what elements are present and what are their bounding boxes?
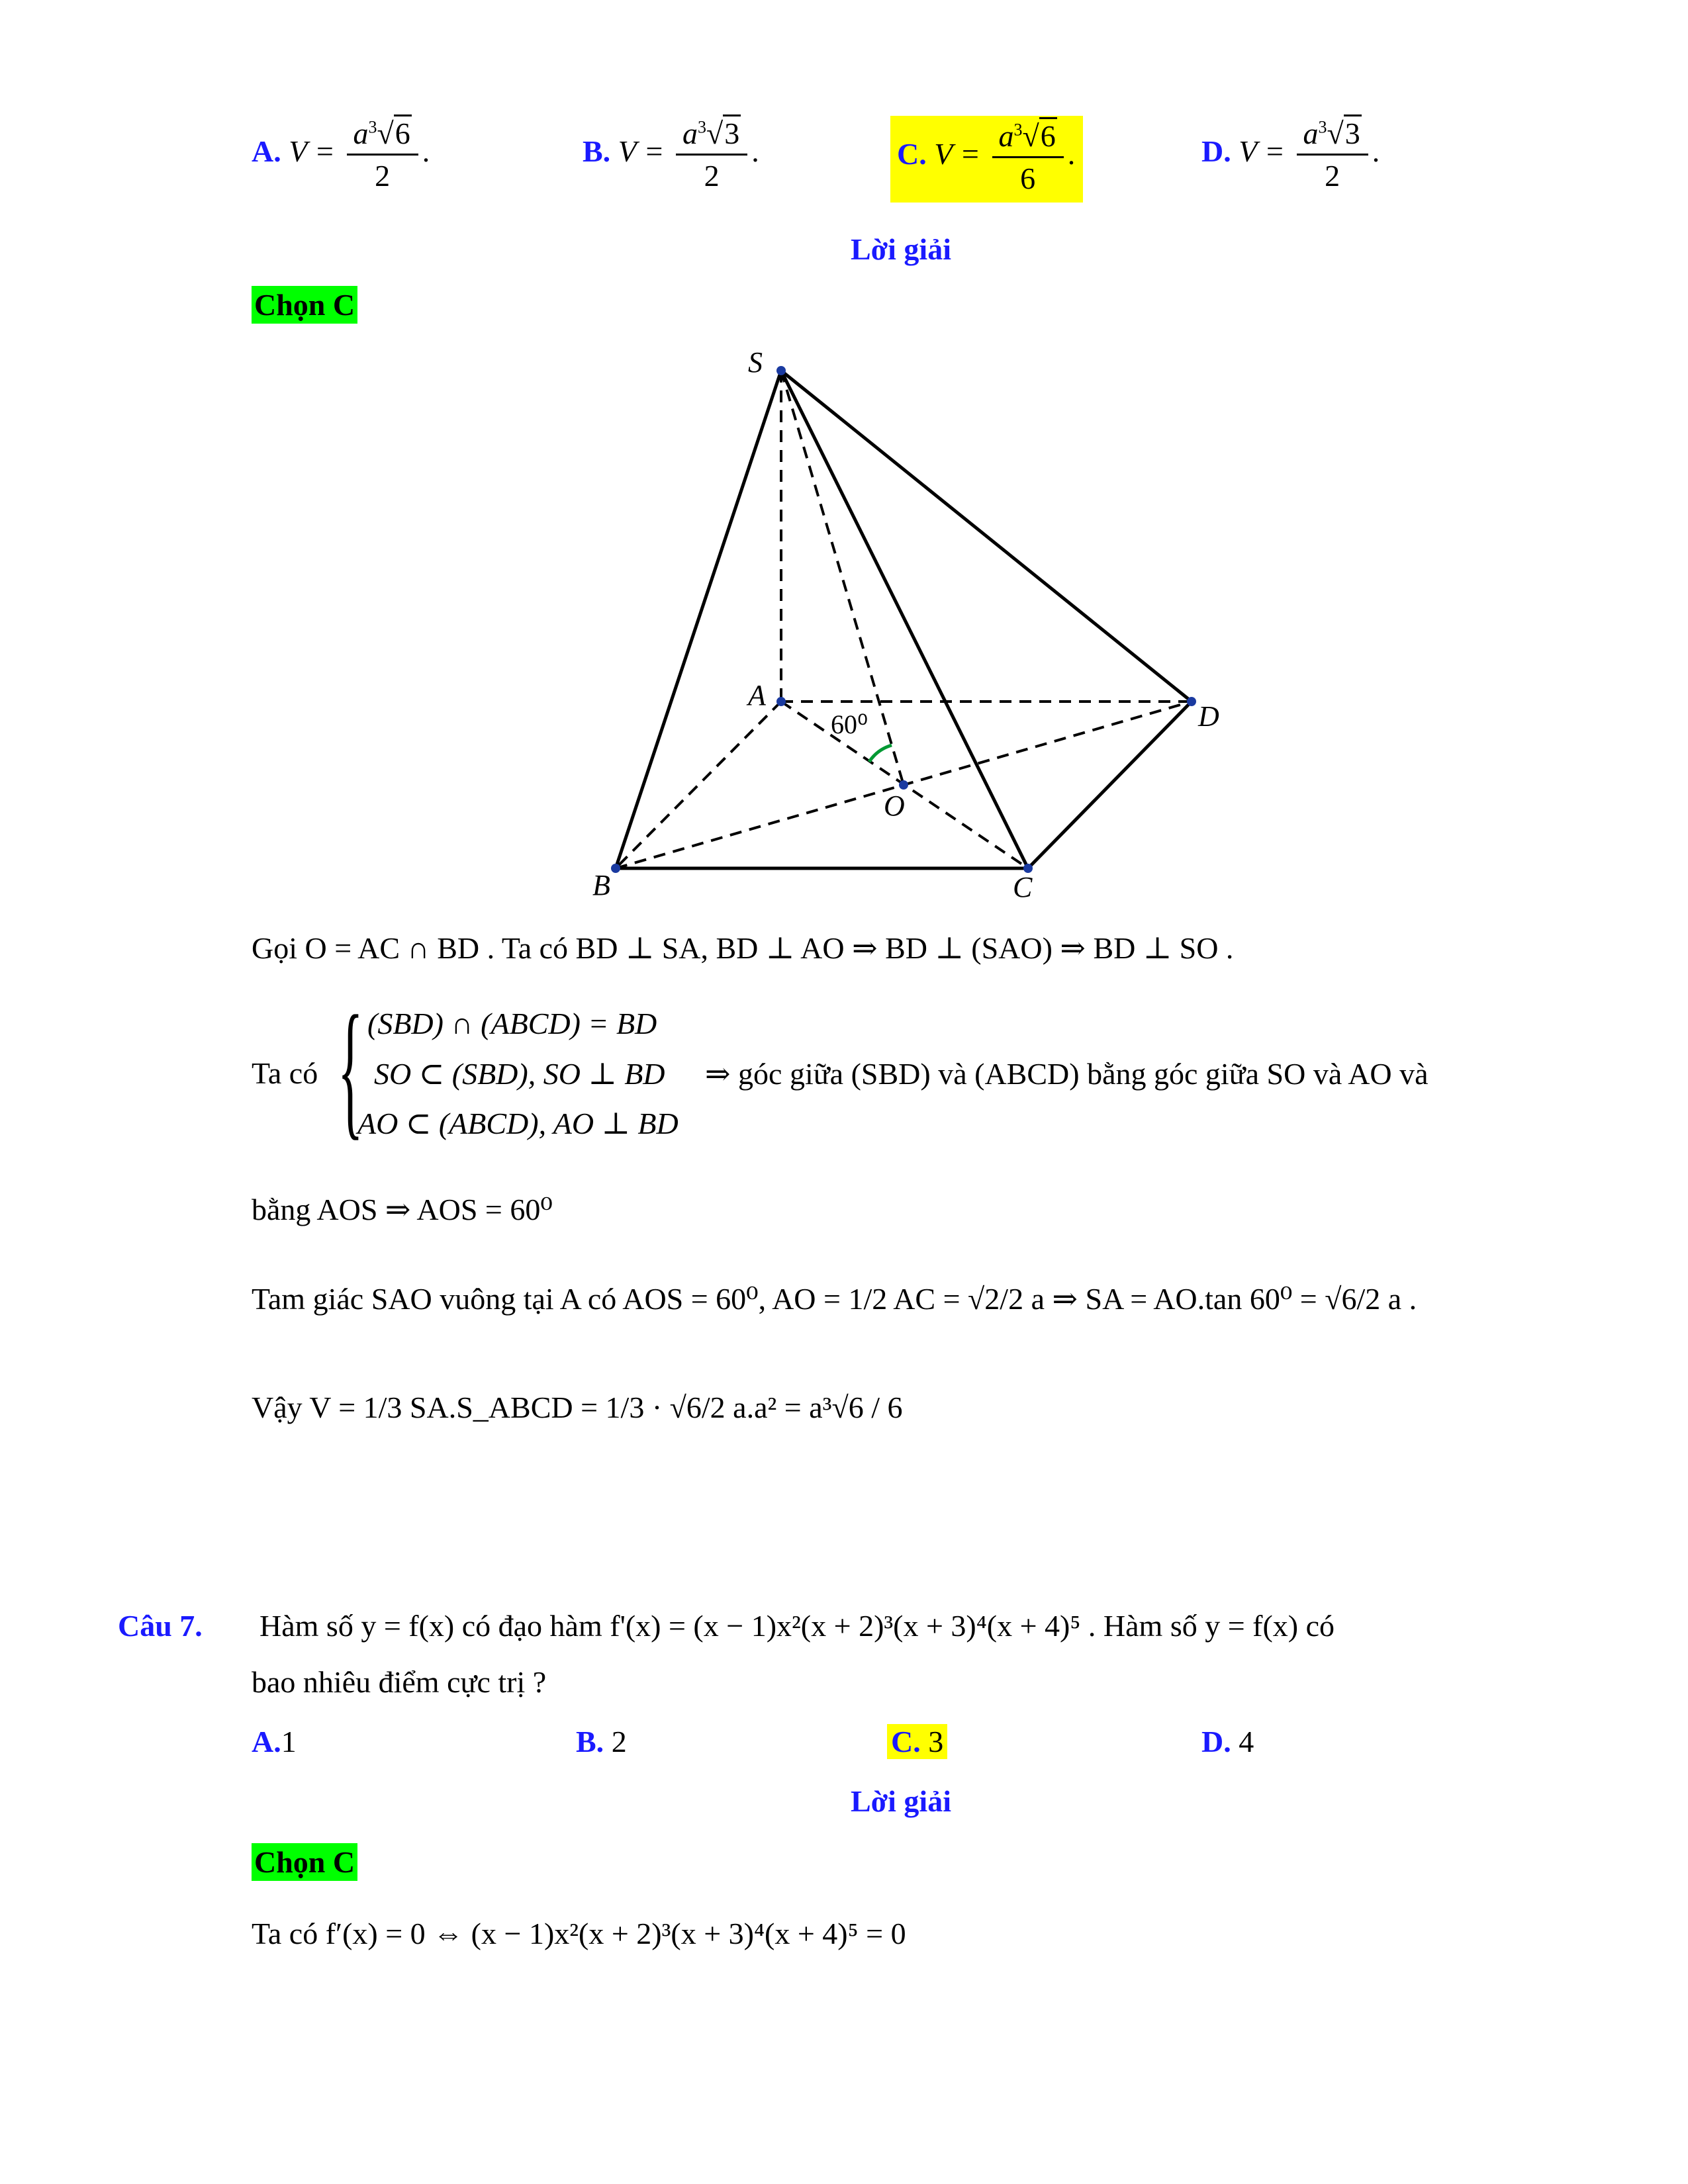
solution-line-5: Vậy V = 1/3 SA.S_ABCD = 1/3 · √6/2 a.a² = a³√6 / 6 — [252, 1390, 903, 1424]
q7-choice-badge: Chọn C — [252, 1843, 357, 1881]
q7-option-c-correct: C. 3 — [887, 1724, 947, 1759]
label-a: A — [748, 679, 766, 711]
solution-heading: Lời giải — [851, 232, 951, 266]
angle-arc — [869, 745, 892, 762]
q7-option-b: B. 2 — [576, 1725, 627, 1758]
system-eq-3: AO ⊂ (ABCD), AO ⊥ BD — [357, 1107, 679, 1140]
pyramid-figure — [0, 0, 1688, 927]
option-a: A. V = $\frac{a^3√6}{2}$ . — [252, 116, 430, 193]
question-7-label: Câu 7. — [118, 1609, 203, 1643]
option-a-label: A. — [252, 134, 281, 169]
choice-badge: Chọn C — [252, 286, 357, 324]
q7-option-d: D. 4 — [1201, 1725, 1254, 1758]
edge-sb — [616, 371, 781, 868]
option-c-correct: C. V = $\frac{a^3√6}{6}$ . — [890, 116, 1083, 203]
system-eq-1: (SBD) ∩ (ABCD) = BD — [367, 1007, 657, 1040]
system-conclusion: ⇒ góc giữa (SBD) và (ABCD) bằng góc giữa SO và AO và — [705, 1057, 1429, 1091]
label-angle: 60⁰ — [831, 709, 868, 739]
solution-line-3: bằng AOS ⇒ AOS = 60⁰ — [252, 1193, 553, 1226]
label-c: C — [1013, 871, 1033, 903]
option-d-label: D. — [1201, 134, 1231, 169]
option-d: D. V = $\frac{a^3√3}{2}$ . — [1201, 116, 1380, 193]
label-b: B — [592, 869, 610, 901]
q7-solution-heading: Lời giải — [851, 1784, 951, 1818]
option-b: B. V = $\frac{a^3√3}{2}$ . — [583, 116, 759, 193]
q7-last-line: Ta có f′(x) = 0 ⇔ (x − 1)x²(x + 2)³(x + 3)⁴(x + 4)⁵ = 0 — [252, 1917, 906, 1950]
system-eq-2: SO ⊂ (SBD), SO ⊥ BD — [374, 1057, 665, 1091]
label-o: O — [884, 790, 905, 822]
option-b-label: B. — [583, 134, 611, 169]
solution-line-1: Gọi O = AC ∩ BD . Ta có BD ⊥ SA, BD ⊥ AO ⇒ BD ⊥ (SAO) ⇒ BD ⊥ SO . — [252, 931, 1234, 965]
label-d: D — [1198, 700, 1219, 733]
solution-line-4: Tam giác SAO vuông tại A có AOS = 60⁰, AO = 1/2 AC = √2/2 a ⇒ SA = AO.tan 60⁰ = √6/2 a . — [252, 1282, 1417, 1316]
edge-cd — [1028, 702, 1192, 868]
label-s: S — [748, 346, 763, 379]
q7-option-a: A.1 — [252, 1725, 297, 1758]
ta-co: Ta có — [252, 1056, 318, 1090]
option-c-label: C. — [897, 137, 927, 171]
question-7-text-1: Hàm số y = f(x) có đạo hàm f'(x) = (x − 1)x²(x + 2)³(x + 3)⁴(x + 4)⁵ . Hàm số y = f(x) có — [259, 1609, 1335, 1643]
question-7-text-2: bao nhiêu điểm cực trị ? — [252, 1665, 547, 1699]
system-brace: { — [338, 984, 363, 1153]
edge-sd — [781, 371, 1192, 702]
